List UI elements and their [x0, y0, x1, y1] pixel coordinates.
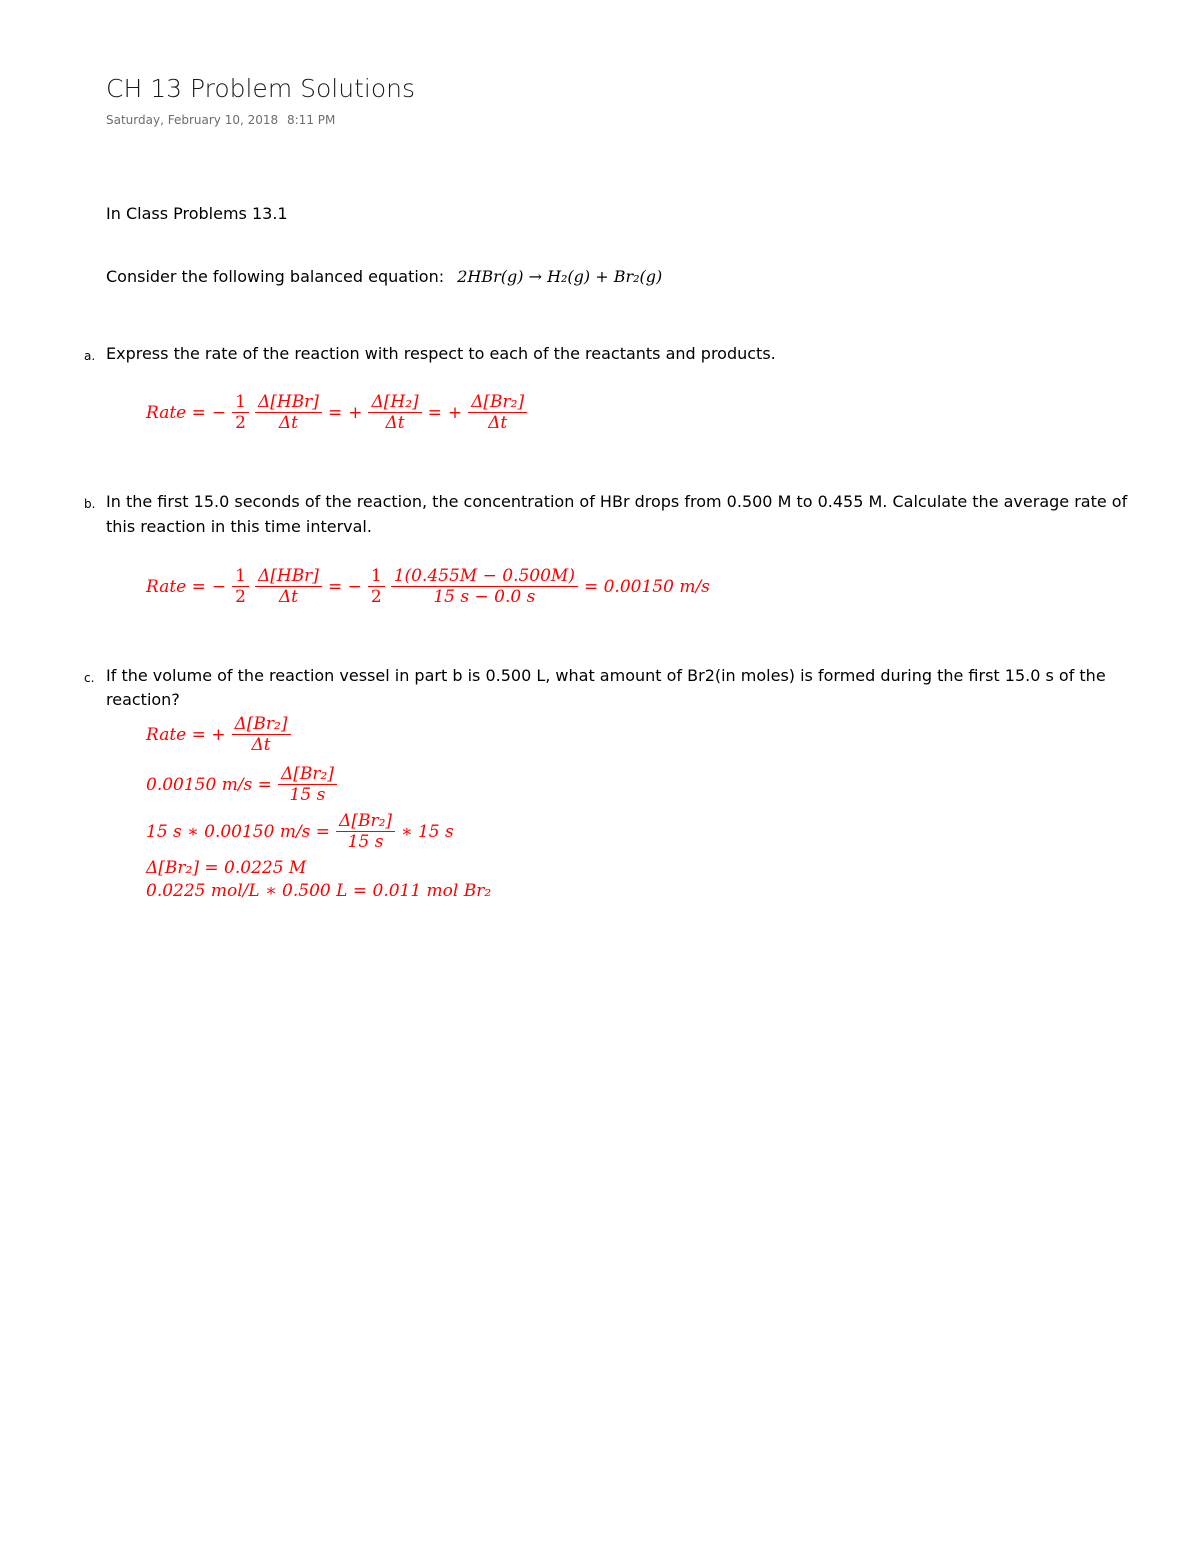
section-title: In Class Problems 13.1 — [106, 204, 288, 223]
part-a-question: Express the rate of the reaction with respect to each of the reactants and products. — [106, 344, 776, 363]
concentration-numerator: 1(0.455M − 0.500M) — [391, 566, 578, 587]
plus-sign: + — [348, 402, 363, 423]
time-denominator: 15 s — [347, 832, 384, 852]
rate-label: Rate = — [146, 402, 206, 423]
part-c-marker: c. — [84, 671, 95, 685]
hbr-numerator: Δ[HBr] — [255, 392, 322, 413]
br2-numerator: Δ[Br₂] — [336, 811, 395, 832]
h2-denominator: Δt — [385, 413, 405, 433]
h2-numerator: Δ[H₂] — [368, 392, 421, 413]
br2-numerator: Δ[Br₂] — [278, 764, 337, 785]
intro-text: Consider the following balanced equation: — [106, 267, 445, 286]
part-c-question-line2: reaction? — [106, 690, 180, 709]
equals-minus: = − — [327, 576, 362, 597]
equals-sign: = — [427, 402, 442, 423]
rate-result: = 0.00150 m/s — [583, 576, 710, 597]
coefficient-fraction-2 — [368, 566, 385, 607]
part-b-question-line1: In the first 15.0 seconds of the reaction, the concentration of HBr drops from 0.500 M to 0.455 M. Calculate the average rate of — [106, 492, 1128, 511]
br2-fraction — [232, 714, 291, 755]
coefficient-numerator: 1 — [232, 392, 249, 413]
intro-block — [106, 267, 662, 286]
hbr-denominator: Δt — [278, 413, 298, 433]
rate-value: 0.00150 m/s = — [146, 774, 272, 795]
part-c-line1 — [146, 714, 297, 755]
page-title: CH 13 Problem Solutions — [106, 74, 415, 103]
rate-times-time: 15 s ∗ 0.00150 m/s = — [146, 821, 331, 842]
hbr-fraction — [255, 566, 322, 607]
rate-label: Rate = — [146, 576, 206, 597]
br2-fraction — [336, 811, 395, 852]
part-c-line4: Δ[Br₂] = 0.0225 M — [146, 858, 307, 878]
br2-numerator: Δ[Br₂] — [468, 392, 527, 413]
part-b-question-line2: this reaction in this time interval. — [106, 517, 372, 536]
page-date: Saturday, February 10, 2018 — [106, 113, 279, 127]
hbr-fraction — [255, 392, 322, 433]
br2-fraction — [278, 764, 337, 805]
coefficient-denominator-2: 2 — [370, 587, 382, 607]
part-b-equation — [146, 566, 716, 607]
br2-numerator: Δ[Br₂] — [232, 714, 291, 735]
br2-fraction — [468, 392, 527, 433]
time-denominator: 15 s − 0.0 s — [433, 587, 536, 607]
part-c-line2 — [146, 764, 343, 805]
coefficient-fraction — [232, 566, 249, 607]
coefficient-fraction — [232, 392, 249, 433]
hbr-numerator: Δ[HBr] — [255, 566, 322, 587]
times-time: ∗ 15 s — [401, 821, 454, 842]
hbr-denominator: Δt — [278, 587, 298, 607]
concentration-fraction — [391, 566, 578, 607]
part-a-marker: a. — [84, 349, 96, 363]
h2-fraction — [368, 392, 421, 433]
part-a-equation — [146, 392, 533, 433]
minus-sign: − — [211, 402, 227, 423]
part-b-marker: b. — [84, 497, 96, 511]
minus-sign: − — [211, 576, 227, 597]
br2-denominator: Δt — [251, 735, 271, 755]
rate-label: Rate = + — [146, 724, 226, 745]
equals-sign: = — [327, 402, 343, 423]
part-c-question-line1: If the volume of the reaction vessel in part b is 0.500 L, what amount of Br2(in moles) is formed during the first 15.0 s of the — [106, 666, 1106, 685]
plus-sign: + — [447, 402, 463, 423]
time-denominator: 15 s — [289, 785, 326, 805]
page-time: 8:11 PM — [287, 113, 336, 127]
br2-denominator: Δt — [488, 413, 508, 433]
coefficient-numerator-2: 1 — [368, 566, 385, 587]
part-c-line3 — [146, 811, 460, 852]
coefficient-denominator: 2 — [235, 413, 246, 433]
part-c-line5: 0.0225 mol/L ∗ 0.500 L = 0.011 mol Br₂ — [146, 881, 492, 901]
coefficient-denominator: 2 — [235, 587, 246, 607]
intro-equation: 2HBr(g) → H₂(g) + Br₂(g) — [457, 267, 663, 286]
coefficient-numerator: 1 — [232, 566, 249, 587]
